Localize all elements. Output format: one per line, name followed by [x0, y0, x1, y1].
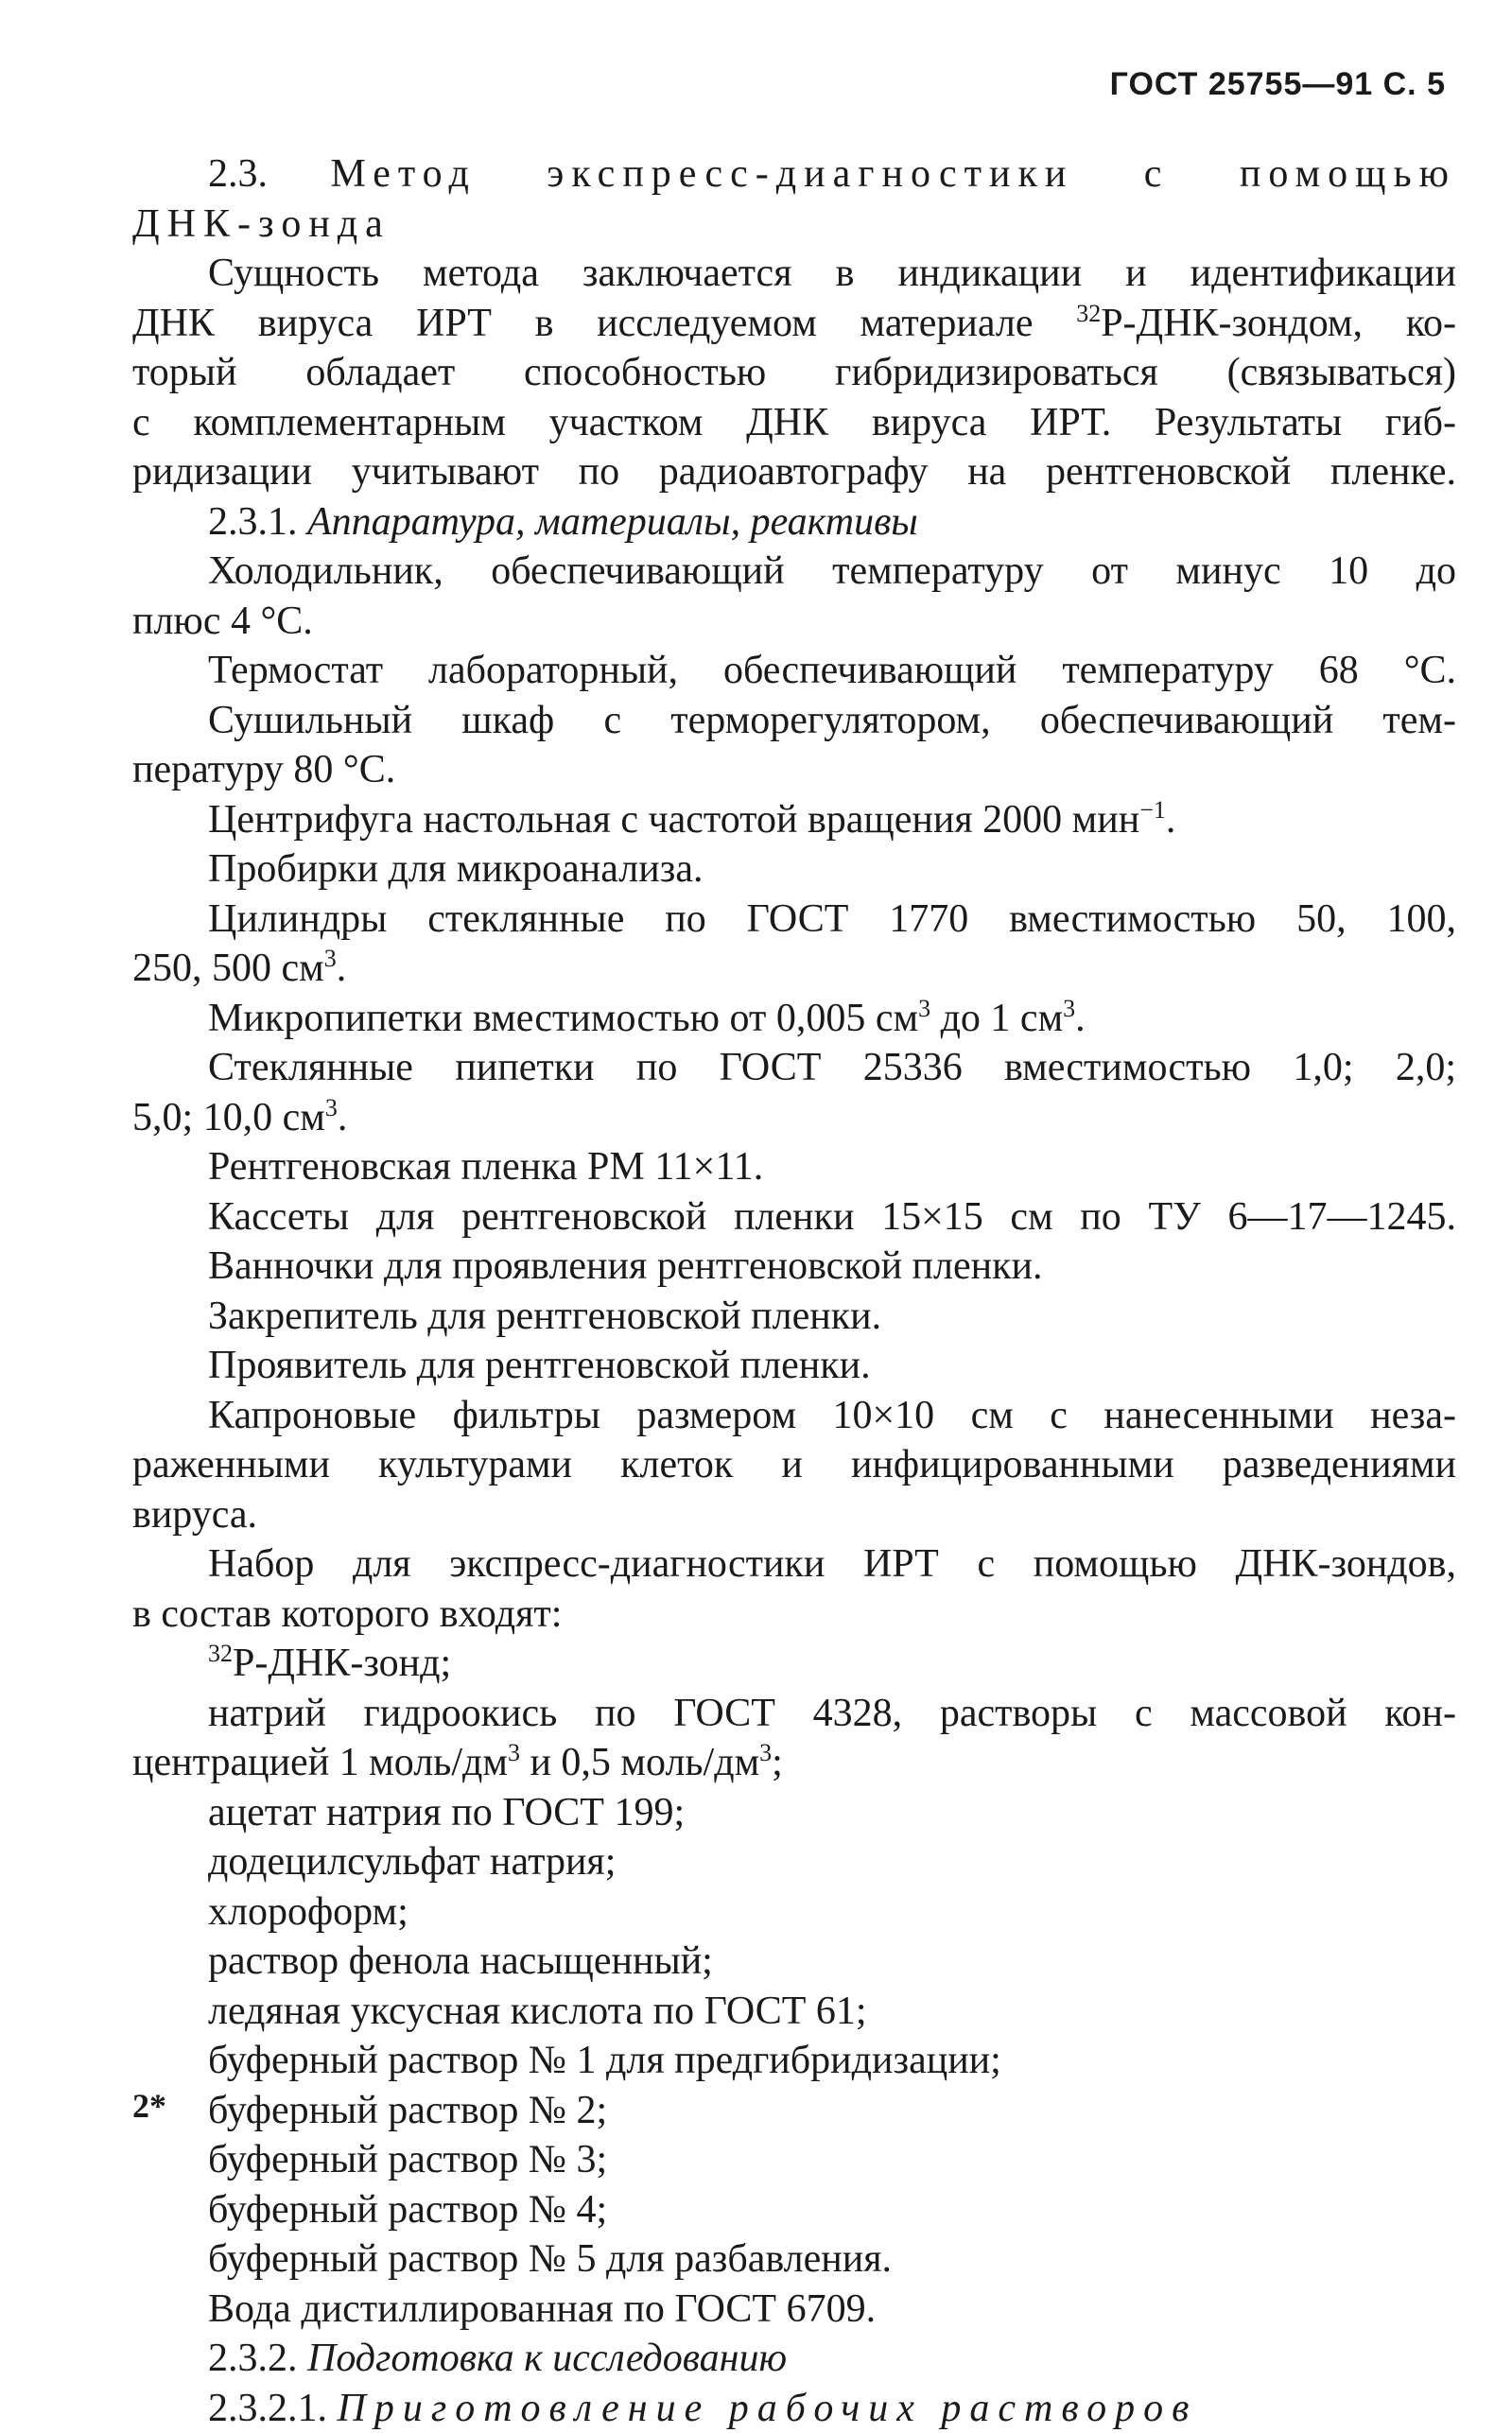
equipment-item: Ванночки для проявления рентгеновской пленки.	[132, 1242, 1456, 1292]
section-2-3-heading	[132, 149, 1456, 200]
kit-item: додецилсульфат натрия;	[132, 1837, 1456, 1887]
kit-item: раствор фенола насыщенный;	[132, 1937, 1456, 1987]
kit-item: натрий гидроокись по ГОСТ 4328, растворы с массовой кон-	[132, 1689, 1456, 1739]
kit-item: буферный раствор № 5 для разбавления.	[132, 2234, 1456, 2285]
running-title: ГОСТ 25755—91 С. 5	[1110, 66, 1446, 103]
equipment-item: Микропипетки вместимостью от 0,005 $см^3$ до 1 $см^3$.	[132, 994, 1456, 1044]
section-title: Метод экспресс-диагностики с помощью	[330, 152, 1456, 196]
section-2-3-2-1-heading	[132, 2384, 1456, 2433]
kit-item: $^{32}$Р-ДНК-зонд;	[132, 1639, 1456, 1689]
kit-item: хлороформ;	[132, 1887, 1456, 1938]
page-body	[132, 149, 1456, 2433]
equipment-item: Сушильный шкаф с терморегулятором, обеспечивающий тем-	[132, 696, 1456, 746]
equipment-item: Пробирки для микроанализа.	[132, 844, 1456, 895]
text-line: ДНК вируса ИРТ в исследуемом материале $^{32}$Р-ДНК-зондом, ко-	[132, 299, 1456, 349]
section-title: Подготовка к исследованию	[307, 2337, 787, 2380]
equipment-item: Закрепитель для рентгеновской пленки.	[132, 1292, 1456, 1342]
equipment-item-cont: 5,0; 10,0 $см^3$.	[132, 1093, 1456, 1143]
kit-item: буферный раствор № 2;	[132, 2086, 1456, 2136]
text-line: Сущность метода заключается в индикации и идентификации	[132, 249, 1456, 299]
kit-item: ледяная уксусная кислота по ГОСТ 61;	[132, 1987, 1456, 2037]
kit-item: буферный раствор № 3;	[132, 2135, 1456, 2185]
water-item: Вода дистиллированная по ГОСТ 6709.	[132, 2285, 1456, 2335]
equipment-item: Термостат лабораторный, обеспечивающий температуру 68 °С.	[132, 646, 1456, 696]
signature-mark: 2*	[132, 2086, 166, 2126]
text-line: с комплементарным участком ДНК вируса ИРТ. Результаты гиб-	[132, 398, 1456, 448]
equipment-item: Проявитель для рентгеновской пленки.	[132, 1341, 1456, 1391]
section-number: 2.3.	[208, 152, 268, 196]
kit-item: буферный раствор № 1 для предгибридизации;	[132, 2036, 1456, 2086]
equipment-item: Рентгеновская пленка РМ 11×11.	[132, 1142, 1456, 1192]
equipment-item: Кассеты для рентгеновской пленки 15×15 см по ТУ 6—17—1245.	[132, 1192, 1456, 1243]
section-number: 2.3.2.1.	[208, 2387, 327, 2430]
equipment-item: Цилиндры стеклянные по ГОСТ 1770 вместимостью 50, 100,	[132, 895, 1456, 945]
section-title: Приготовление рабочих растворов	[338, 2387, 1198, 2430]
section-number: 2.3.1.	[208, 500, 298, 544]
section-2-3-2-heading	[132, 2334, 1456, 2384]
equipment-item-cont: плюс 4 °С.	[132, 597, 1456, 647]
equipment-item-cont: раженными культурами клеток и инфицированными разведениями	[132, 1440, 1456, 1490]
equipment-item-cont: вируса.	[132, 1490, 1456, 1540]
section-number: 2.3.2.	[208, 2337, 298, 2380]
equipment-item: Набор для экспресс-диагностики ИРТ с помощью ДНК-зондов,	[132, 1539, 1456, 1590]
equipment-item: Капроновые фильтры размером 10×10 см с нанесенными неза-	[132, 1391, 1456, 1441]
kit-item: буферный раствор № 4;	[132, 2185, 1456, 2235]
equipment-item: Центрифуга настольная с частотой вращения 2000 мин$^{-1}$.	[132, 795, 1456, 845]
text-line: ридизации учитывают по радиоавтографу на рентгеновской пленке.	[132, 447, 1456, 497]
kit-item-cont: центрацией 1 моль/$дм^3$ и 0,5 моль/$дм^3$;	[132, 1738, 1456, 1788]
equipment-item: Холодильник, обеспечивающий температуру от минус 10 до	[132, 547, 1456, 597]
text-line: торый обладает способностью гибридизироваться (связываться)	[132, 348, 1456, 398]
section-title-cont: ДНК-зонда	[132, 200, 1456, 250]
section-2-3-1-heading	[132, 497, 1456, 547]
equipment-item-cont: в состав которого входят:	[132, 1590, 1456, 1640]
equipment-item: Стеклянные пипетки по ГОСТ 25336 вместимостью 1,0; 2,0;	[132, 1043, 1456, 1093]
equipment-item-cont: 250, 500 $см^3$.	[132, 944, 1456, 994]
kit-item: ацетат натрия по ГОСТ 199;	[132, 1788, 1456, 1838]
section-title: Аппаратура, материалы, реактивы	[307, 500, 918, 544]
equipment-item-cont: пературу 80 °С.	[132, 745, 1456, 795]
